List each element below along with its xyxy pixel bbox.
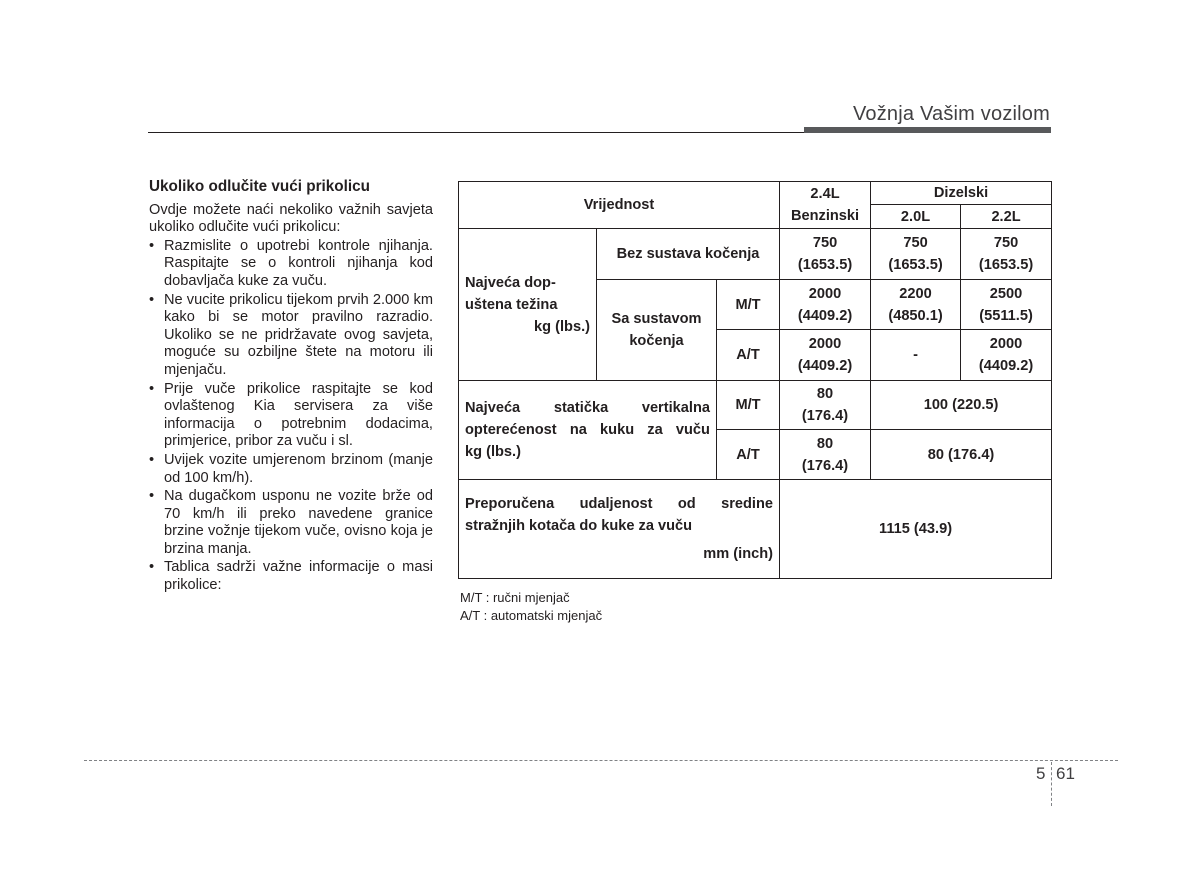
table-row xyxy=(459,480,1052,579)
header-accent-bar xyxy=(804,127,1051,133)
header-petrol-type: Benzinski xyxy=(790,208,860,224)
cell-value xyxy=(871,229,961,280)
value-lbs: (4409.2) xyxy=(797,358,853,374)
label-word: za xyxy=(647,422,663,438)
transmission-mt: M/T xyxy=(717,280,780,330)
list-item: • Tablica sadrži važne informacije o masi prikolice: xyxy=(149,559,433,594)
static-load-label xyxy=(459,381,717,480)
header-rule xyxy=(148,132,804,133)
list-item: • Ne vucite prikolicu tijekom prvih 2.000 km kako bi se motor pravilno razradio. Ukoliko se ne pridržavate ovog savjeta, moguće su ozbiljne štete na motoru ili mjenjaču. xyxy=(149,292,433,380)
label-word: Najveća xyxy=(465,400,521,416)
static-load-label-line xyxy=(465,397,710,419)
label-word: sredine xyxy=(721,496,773,512)
label-word: od xyxy=(677,496,696,512)
cell-value xyxy=(780,280,871,330)
no-brake-label: Bez sustava kočenja xyxy=(597,229,780,280)
list-item: • Prije vuče prikolice raspitajte se kod ovlaštenog Kia servisera za više informacija o potrebnim dodacima, primjerice, pribor za vuču i sl. xyxy=(149,381,433,451)
cell-value xyxy=(961,280,1052,330)
list-item: • Razmislite o upotrebi kontrole njihanja. Raspitajte se o kontroli njihanja kod dobavljača kuke za vuču. xyxy=(149,238,433,291)
chapter-number: 5 xyxy=(1036,764,1046,783)
transmission-mt: M/T xyxy=(717,381,780,430)
value-kg: 750 xyxy=(993,235,1019,251)
value-kg: 750 xyxy=(903,235,928,251)
static-load-unit: kg (lbs.) xyxy=(465,444,521,460)
section-title: Ukoliko odlučite vući prikolicu xyxy=(149,178,370,195)
value-lbs: (5511.5) xyxy=(979,307,1033,324)
distance-label xyxy=(459,480,780,579)
cell-value xyxy=(780,229,871,280)
cell-value: 100 (220.5) xyxy=(871,381,1052,430)
max-weight-label-line: Najveća dop- xyxy=(465,274,556,291)
value-kg: 2000 xyxy=(989,336,1023,352)
list-item: • Uvijek vozite umjerenom brzinom (manje od 100 km/h). xyxy=(149,452,433,487)
static-load-label-line xyxy=(465,419,710,441)
table-row xyxy=(459,381,1052,430)
value-lbs: (176.4) xyxy=(801,457,849,474)
trailer-weight-table xyxy=(458,181,1052,579)
section-header-title: Vožnja Vašim vozilom xyxy=(852,103,1050,125)
label-word: udaljenost xyxy=(579,496,653,512)
value-lbs: (176.4) xyxy=(801,408,849,424)
note-at: A/T : automatski mjenjač xyxy=(460,608,603,623)
with-brake-label-line: kočenja xyxy=(629,333,684,349)
value-lbs: (1653.5) xyxy=(978,257,1034,273)
advice-list xyxy=(149,238,433,595)
value-kg: 2000 xyxy=(808,285,842,302)
intro-paragraph: Ovdje možete naći nekoliko važnih savjeta ukoliko odlučite vući prikolicu: xyxy=(149,201,433,236)
max-weight-unit: kg (lbs.) xyxy=(534,318,590,335)
towing-advice-column xyxy=(149,178,433,595)
cell-value xyxy=(780,430,871,480)
footer-dashed-rule xyxy=(84,760,1118,761)
page-number-divider xyxy=(1051,762,1052,806)
header-vrijednost: Vrijednost xyxy=(459,182,780,229)
cell-value xyxy=(780,330,871,381)
label-word: Preporučena xyxy=(465,496,555,512)
transmission-at: A/T xyxy=(717,430,780,480)
value-kg: 2500 xyxy=(989,285,1023,302)
header-petrol-engine: 2.4L xyxy=(810,186,840,202)
table-footnotes xyxy=(460,589,602,625)
distance-value: 1115 (43.9) xyxy=(780,480,1052,579)
value-lbs: (1653.5) xyxy=(888,257,943,273)
label-word: opterećenost xyxy=(465,422,557,438)
distance-label-line xyxy=(465,493,773,515)
header-diesel: Dizelski xyxy=(871,182,1052,205)
header-diesel-22: 2.2L xyxy=(961,205,1052,229)
transmission-at: A/T xyxy=(717,330,780,381)
value-kg: 2000 xyxy=(808,336,842,352)
cell-value: - xyxy=(871,330,961,381)
value-kg: 2200 xyxy=(899,285,932,302)
list-item: • Na dugačkom usponu ne vozite brže od 70 km/h ili preko navedene granice brzine vožnje tijekom vuče, ovisno koja je brzina manja. xyxy=(149,488,433,558)
label-word: vertikalna xyxy=(641,400,710,416)
label-word: vuču xyxy=(675,422,710,438)
distance-label-line: stražnjih kotača do kuke za vuču xyxy=(465,518,693,534)
cell-value xyxy=(780,381,871,430)
max-weight-label xyxy=(459,229,597,381)
value-lbs: (4409.2) xyxy=(978,358,1034,374)
label-word: kuku xyxy=(600,422,635,438)
table-row xyxy=(459,229,1052,280)
value-lbs: (4409.2) xyxy=(797,307,853,324)
value-kg: 80 xyxy=(816,386,834,402)
value-kg: 80 xyxy=(816,435,834,452)
cell-value xyxy=(871,280,961,330)
max-weight-label-line: uštena težina xyxy=(465,296,558,313)
header-diesel-20: 2.0L xyxy=(871,205,961,229)
label-word: na xyxy=(569,422,587,438)
page-number-value: 61 xyxy=(1056,764,1075,783)
table-row xyxy=(459,182,1052,205)
value-lbs: (4850.1) xyxy=(888,307,943,324)
cell-value: 80 (176.4) xyxy=(871,430,1052,480)
distance-unit: mm (inch) xyxy=(703,546,774,562)
label-word: statička xyxy=(553,400,609,416)
with-brake-label-line: Sa sustavom xyxy=(611,311,702,327)
cell-value xyxy=(961,229,1052,280)
with-brake-label xyxy=(597,280,717,381)
value-kg: 750 xyxy=(812,235,838,251)
cell-value xyxy=(961,330,1052,381)
header-petrol xyxy=(780,182,871,229)
value-lbs: (1653.5) xyxy=(797,257,853,273)
note-mt: M/T : ručni mjenjač xyxy=(460,590,570,605)
